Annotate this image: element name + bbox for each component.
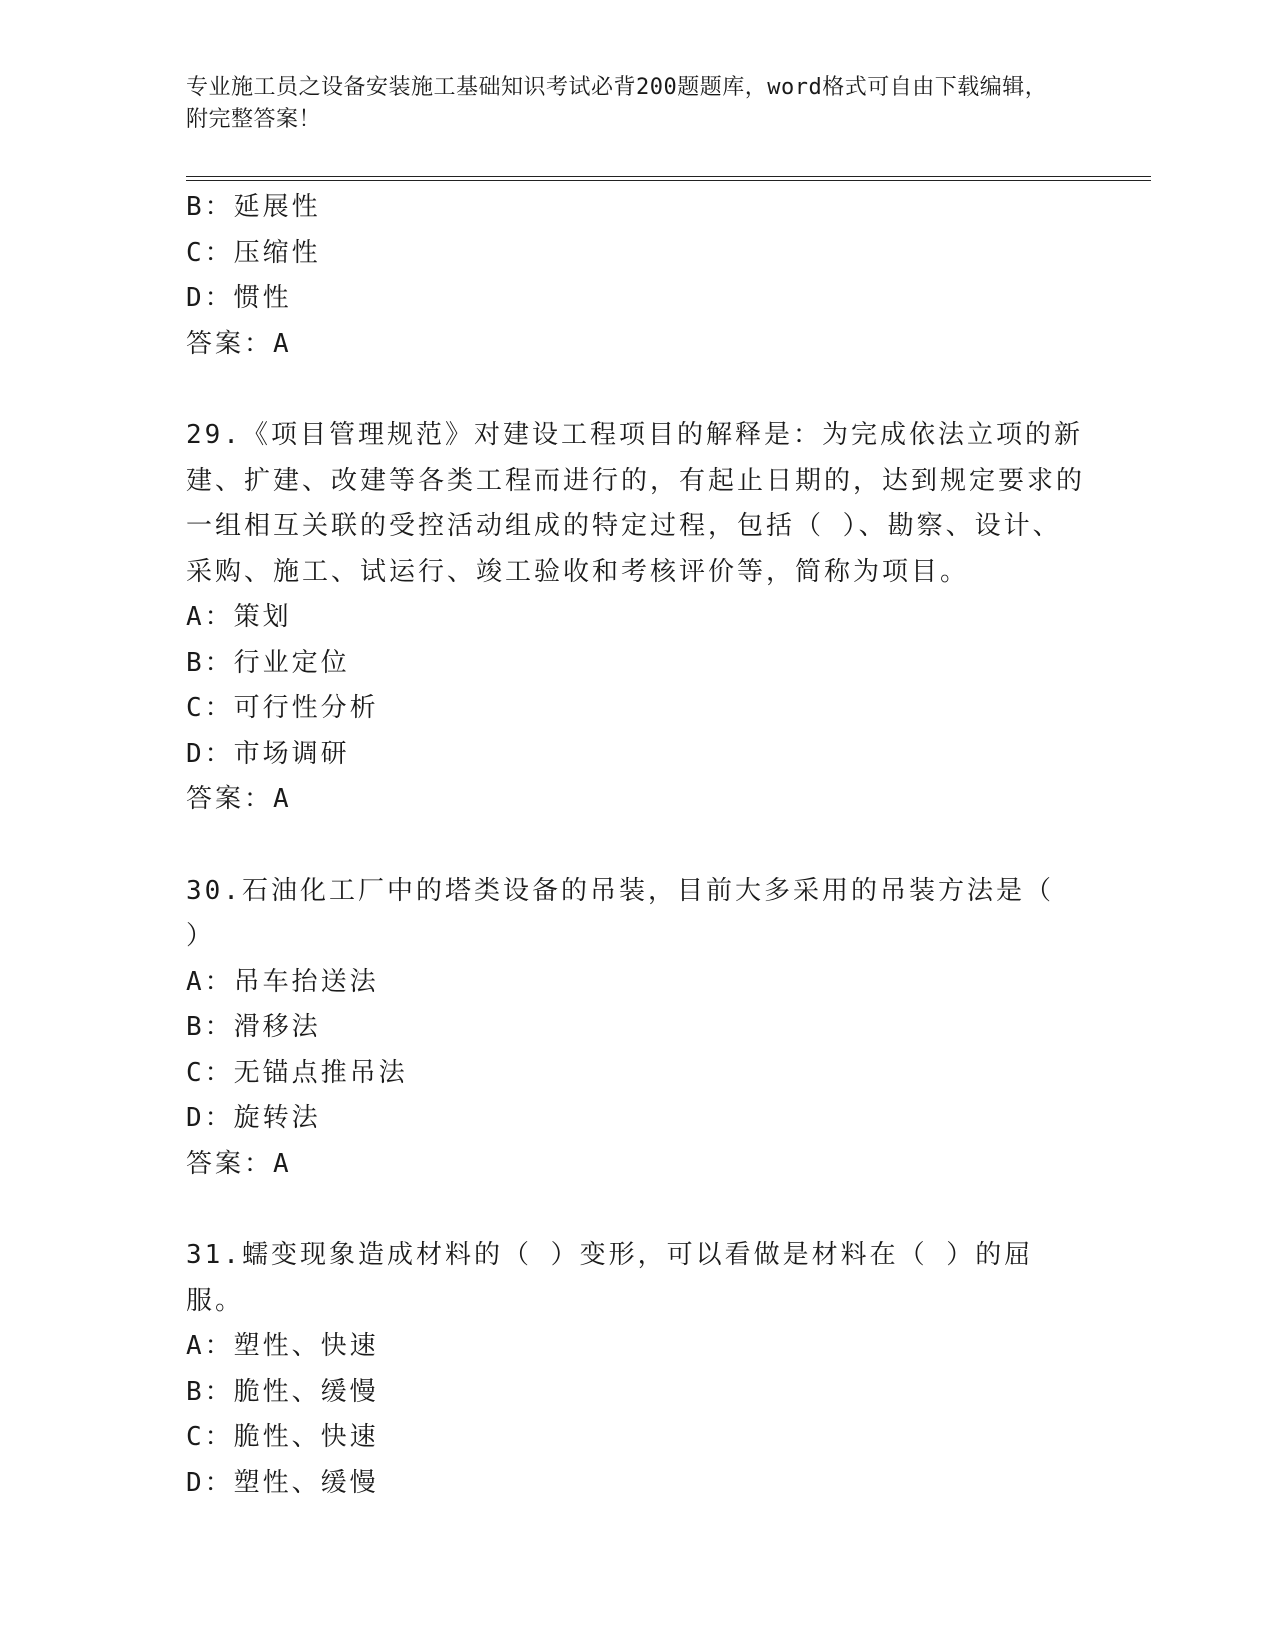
option-c: C：无锚点推吊法 xyxy=(186,1057,408,1088)
question-30 xyxy=(186,869,1086,1188)
option-a: A：吊车抬送法 xyxy=(186,966,379,997)
option-c: C：脆性、快速 xyxy=(186,1422,379,1452)
option-d: D：旋转法 xyxy=(186,1103,321,1133)
question-text: 30.石油化工厂中的塔类设备的吊装，目前大多采用的吊装方法是（ ） xyxy=(186,875,1054,951)
option-a: A：策划 xyxy=(186,602,292,632)
option-b: B：延展性 xyxy=(186,192,321,222)
option-b: B：滑移法 xyxy=(186,1012,321,1042)
question-29 xyxy=(186,413,1086,823)
document-header: 专业施工员之设备安装施工基础知识考试必背200题题库，word格式可自由下载编辑，附完整答案！ xyxy=(186,75,1048,132)
option-d: D：市场调研 xyxy=(186,738,350,769)
question-text: 29.《项目管理规范》对建设工程项目的解释是：为完成依法立项的新建、扩建、改建等各类工程而进行的，有起止日期的，达到规定要求的一组相互关联的受控活动组成的特定过程，包括（ ）、勘察、设计、采购、施工、试运行、竣工验收和考核评价等，简称为项目。 xyxy=(186,420,1086,587)
spacer xyxy=(186,1187,1086,1233)
option-b: B：行业定位 xyxy=(186,647,350,678)
answer: 答案：A xyxy=(186,328,292,359)
header-divider xyxy=(186,176,1151,181)
option-c: C：压缩性 xyxy=(186,237,321,268)
option-a: A：塑性、快速 xyxy=(186,1331,379,1361)
option-d: D：惯性 xyxy=(186,283,292,313)
spacer xyxy=(186,823,1086,869)
prev-question-options xyxy=(186,185,1086,367)
option-c: C：可行性分析 xyxy=(186,693,379,723)
spacer xyxy=(186,367,1086,413)
answer: 答案：A xyxy=(186,1148,292,1179)
answer: 答案：A xyxy=(186,784,292,814)
question-text: 31.蠕变现象造成材料的（ ）变形，可以看做是材料在（ ）的屈服。 xyxy=(186,1240,1034,1316)
option-b: B：脆性、缓慢 xyxy=(186,1376,379,1407)
option-d: D：塑性、缓慢 xyxy=(186,1467,379,1498)
document-body xyxy=(186,185,1086,1506)
question-31 xyxy=(186,1233,1086,1506)
